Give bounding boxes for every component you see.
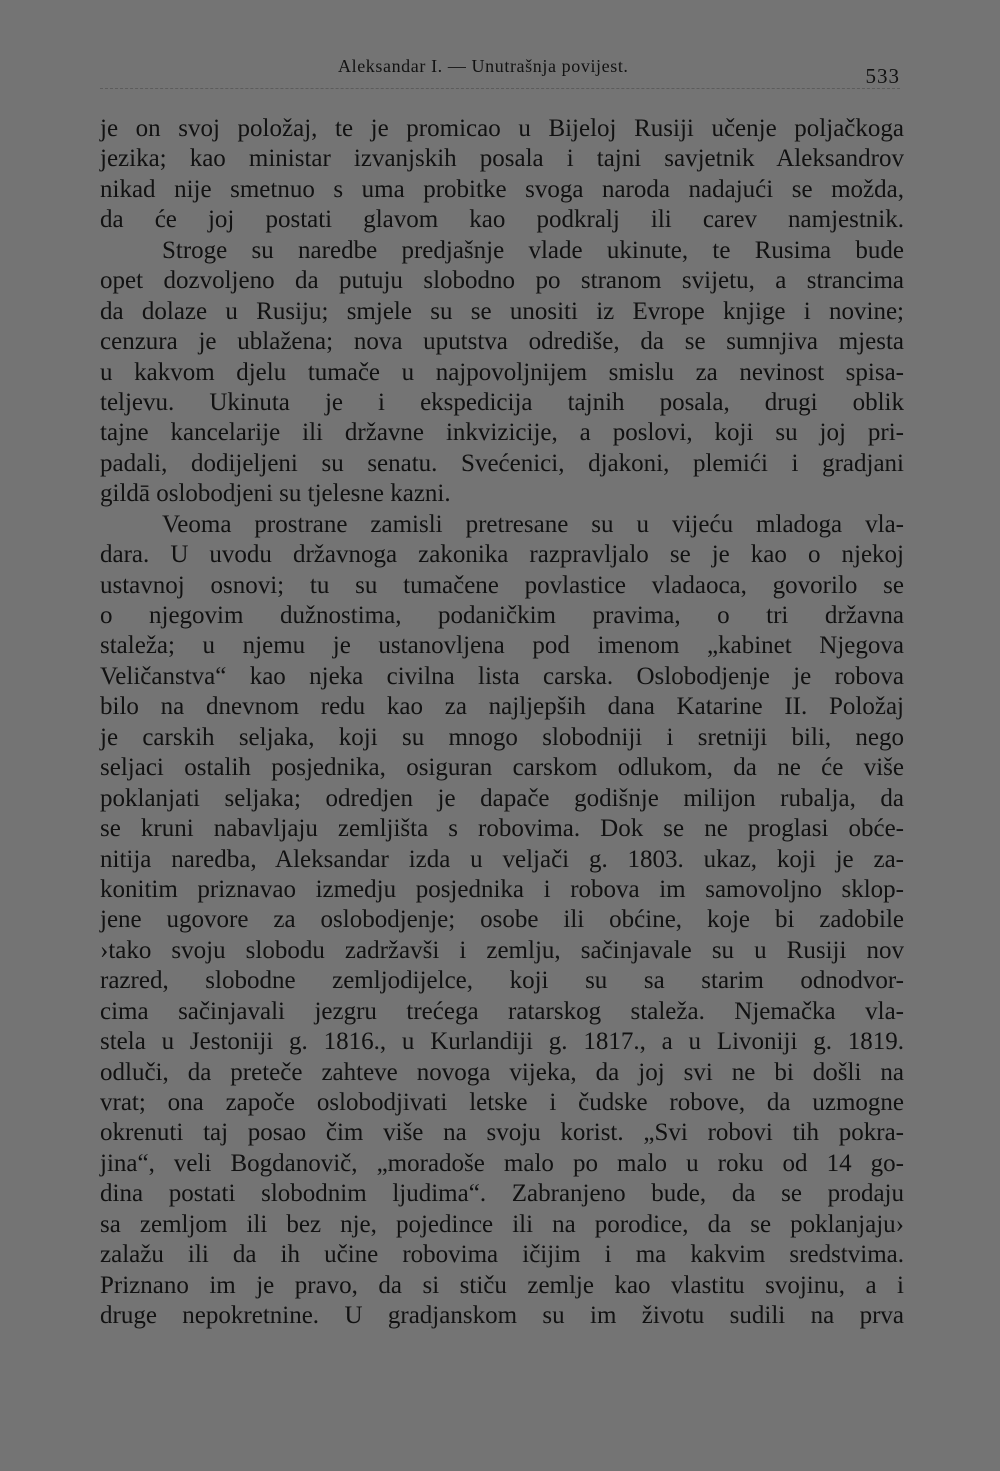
- text-line: dina postati slobodnim ljudima“. Zabranjeno bude, da se prodaju: [100, 1180, 904, 1208]
- text-line: Priznano im je pravo, da si stiču zemlje kao vlastitu svojinu, a i: [100, 1271, 904, 1299]
- body-text: [100, 114, 904, 1332]
- text-line: bilo na dnevnom redu kao za najljepših dana Katarine II. Položaj: [100, 693, 904, 721]
- text-line: u kakvom djelu tumače u najpovoljnijem smislu za nevinost spisa-: [100, 358, 904, 386]
- text-line: tajne kancelarije ili državne inkvizicije, a poslovi, koji su joj pri-: [100, 419, 904, 447]
- text-line: stela u Jestoniji g. 1816., u Kurlandiji g. 1817., a u Livoniji g. 1819.: [100, 1028, 904, 1056]
- text-line: ›tako svoju slobodu zadržavši i zemlju, sačinjavale su u Rusiji nov: [100, 936, 904, 964]
- text-line: opet dozvoljeno da putuju slobodno po stranom svijetu, a strancima: [100, 267, 904, 295]
- text-line: vrat; ona započe oslobodjivati letske i čudske robove, da uzmogne: [100, 1089, 904, 1116]
- text-line: poklanjati seljaka; odredjen je dapače godišnje milijon rubalja, da: [100, 784, 904, 812]
- text-line: jina“, veli Bogdanovič, „moradoše malo po malo u roku od 14 go-: [100, 1149, 904, 1177]
- header-rule: [100, 88, 900, 89]
- text-line: razred, slobodne zemljodijelce, koji su sa starim odnodvor-: [100, 967, 904, 995]
- page-number: 533: [865, 64, 900, 88]
- text-line: cenzura je ublažena; nova uputstva odrediše, da se sumnjiva mjesta: [100, 328, 904, 356]
- text-line: sa zemljom ili bez nje, pojedince ili na porodice, da se poklanjaju›: [100, 1210, 904, 1238]
- text-line: Veličanstva“ kao njeka civilna lista carska. Oslobodjenje je robova: [100, 662, 904, 690]
- text-line: padali, dodijeljeni su senatu. Svećenici, djakoni, plemići i gradjani: [100, 449, 904, 477]
- text-line: staleža; u njemu je ustanovljena pod imenom „kabinet Njegova: [100, 632, 904, 660]
- text-line: odluči, da preteče zahteve novoga vijeka, da joj svi ne bi došli na: [100, 1058, 904, 1086]
- text-line: druge nepokretnine. U gradjanskom su im životu sudili na prva: [100, 1302, 904, 1330]
- text-line: gildā oslobodjeni su tjelesne kazni.: [100, 480, 451, 508]
- text-line: je on svoj položaj, te je promicao u Bijeloj Rusiji učenje poljačkoga: [100, 115, 904, 142]
- text-line: nikad nije smetnuo s uma probitke svoga naroda nadajući se možda,: [100, 175, 904, 203]
- text-line: je carskih seljaka, koji su mnogo slobodniji i sretniji bili, nego: [100, 723, 904, 751]
- text-line: cima sačinjavali jezgru trećega ratarskog staleža. Njemačka vla-: [100, 997, 904, 1025]
- text-line: nitija naredba, Aleksandar izda u veljači g. 1803. ukaz, koji je za-: [100, 845, 904, 873]
- text-line: teljevu. Ukinuta je i ekspedicija tajnih posala, drugi oblik: [100, 388, 904, 416]
- text-line: jezika; kao ministar izvanjskih posala i tajni savjetnik Aleksandrov: [100, 145, 904, 173]
- text-line: zalažu ili da ih učine robovima ičijim i ma kakvim sredstvima.: [100, 1241, 904, 1269]
- text-line: da će joj postati glavom kao podkralj ili carev namjestnik.: [100, 206, 904, 234]
- running-title: Aleksandar I. — Unutrašnja povijest.: [338, 56, 629, 76]
- text-line: Veoma prostrane zamisli pretresane su u vijeću mladoga vla-: [162, 510, 904, 538]
- text-line: ustavnoj osnovi; tu su tumačene povlastice vladaoca, govorilo se: [100, 571, 904, 599]
- text-line: dara. U uvodu državnoga zakonika razpravljalo se je kao o njekoj: [100, 541, 904, 569]
- text-line: seljaci ostalih posjednika, osiguran carskom odlukom, da ne će više: [100, 754, 904, 782]
- text-line: se kruni nabavljaju zemljišta s robovima. Dok se ne proglasi obće-: [100, 815, 904, 843]
- text-line: da dolaze u Rusiju; smjele su se unositi iz Evrope knjige i novine;: [100, 297, 904, 325]
- text-line: jene ugovore za oslobodjenje; osobe ili obćine, koje bi zadobile: [100, 906, 904, 934]
- text-line: o njegovim dužnostima, podaničkim pravima, o tri državna: [100, 602, 904, 629]
- text-line: konitim priznavao izmedju posjednika i robova im samovoljno sklop-: [100, 875, 904, 903]
- text-line: okrenuti taj posao čim više na svoju korist. „Svi robovi tih pokra-: [100, 1119, 904, 1147]
- text-line: Stroge su naredbe predjašnje vlade ukinute, te Rusima bude: [162, 236, 904, 264]
- running-head: [100, 56, 900, 90]
